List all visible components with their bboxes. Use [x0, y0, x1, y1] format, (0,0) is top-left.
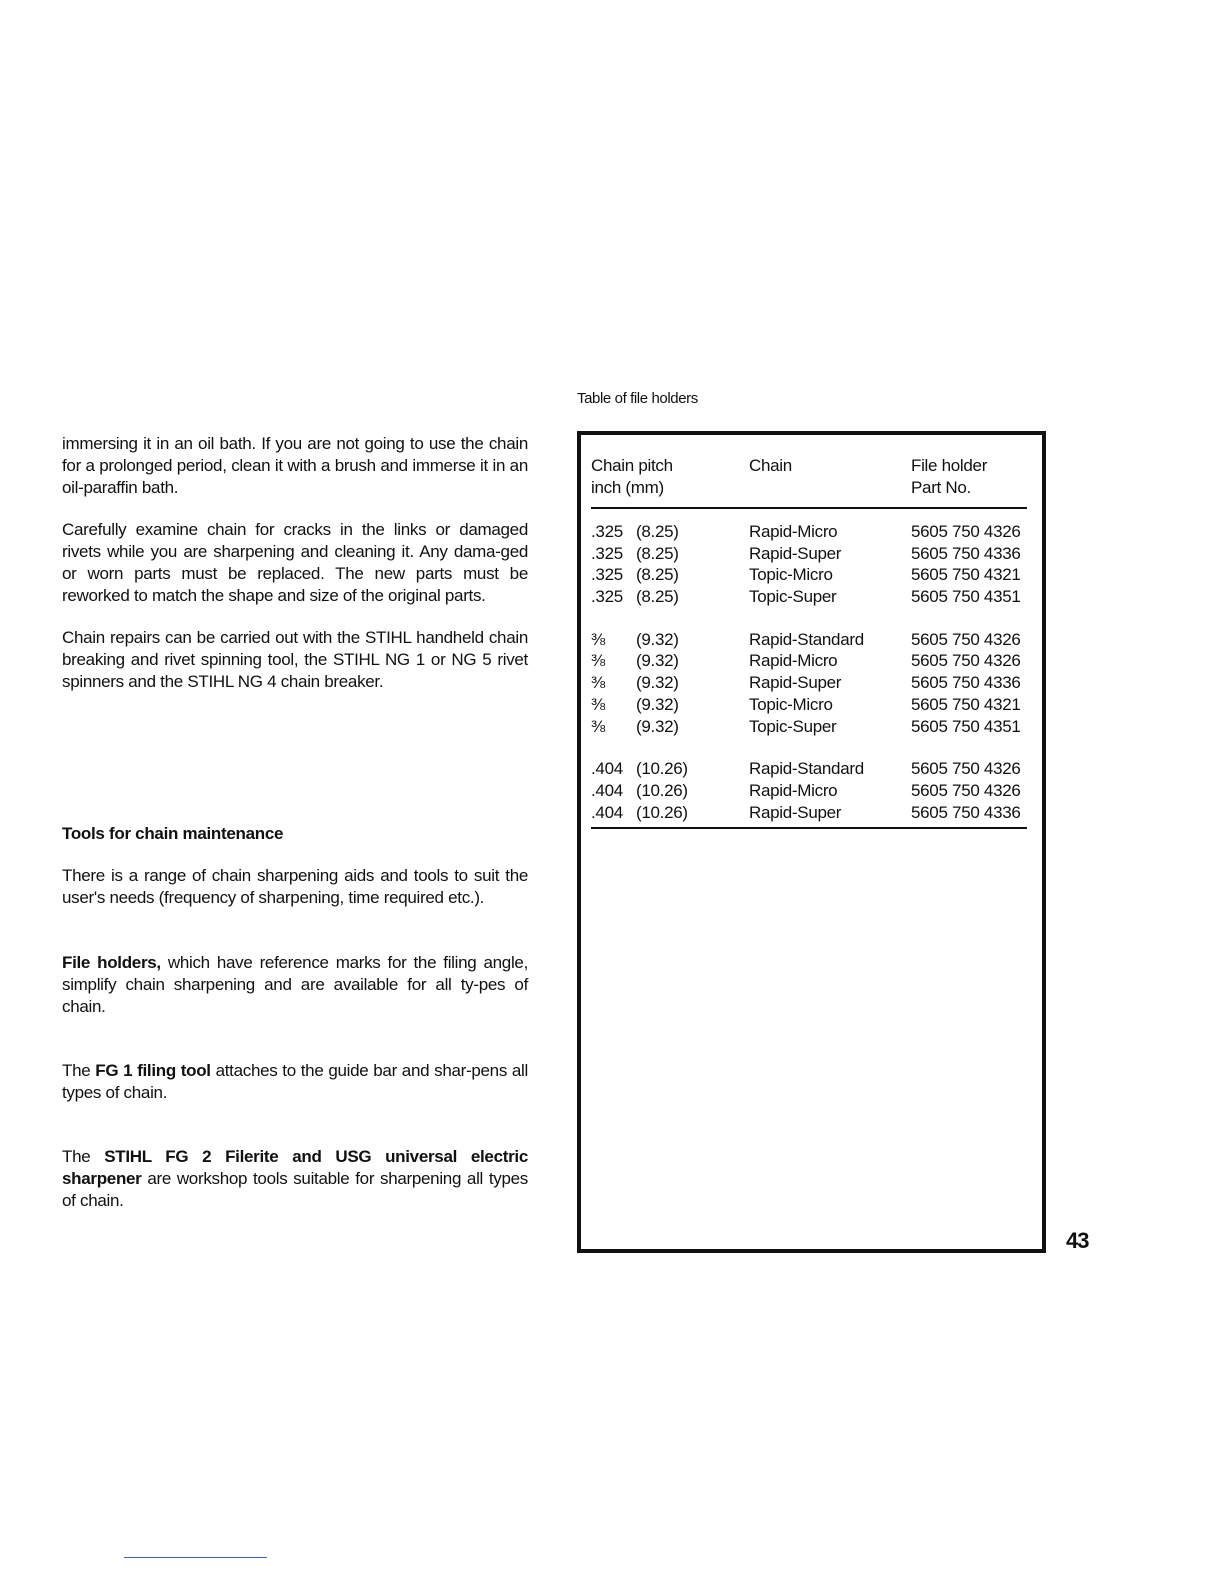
table-row: [591, 758, 1027, 780]
cell-mm: (9.32): [636, 673, 679, 693]
cell-pitch: ⅜: [591, 716, 605, 736]
cell-chain: Rapid-Super: [749, 673, 842, 693]
fg1-pre: The: [62, 1061, 96, 1080]
cell-mm: (8.25): [636, 522, 679, 541]
cell-chain: Rapid-Micro: [749, 651, 838, 671]
cell-pitch: .325: [591, 522, 623, 541]
cell-chain: Rapid-Standard: [749, 629, 864, 649]
cell-mm: (9.32): [636, 651, 679, 671]
table-row: [591, 564, 1027, 586]
cell-pitch: ⅜: [591, 694, 605, 714]
cell-part-no: 5605 750 4326: [911, 651, 1021, 671]
header-chain-pitch: [591, 455, 673, 499]
cell-chain: Rapid-Micro: [749, 522, 838, 541]
page-number: 43: [1066, 1228, 1089, 1253]
cell-chain: Topic-Super: [749, 587, 837, 607]
file-holder-table: [577, 431, 1046, 1253]
cell-part-no: 5605 750 4351: [911, 716, 1021, 736]
cell-part-no: 5605 750 4321: [911, 565, 1021, 585]
table-row: [591, 802, 1027, 824]
cell-chain: Topic-Super: [749, 716, 837, 736]
cell-mm: (8.25): [636, 565, 679, 585]
cell-chain: Rapid-Standard: [749, 759, 864, 779]
cell-mm: (8.25): [636, 587, 679, 607]
fg1-text: attaches to the guide bar and shar-pens all types of chain.: [62, 1061, 528, 1102]
header-pitch-line1: Chain pitch: [591, 456, 673, 475]
table-header: [591, 455, 1027, 509]
cell-pitch: .404: [591, 780, 623, 800]
cell-pitch: ⅜: [591, 629, 605, 649]
cell-pitch: .404: [591, 759, 623, 779]
cell-pitch: .404: [591, 802, 623, 822]
table-row: [591, 694, 1027, 716]
cell-mm: (10.26): [636, 802, 688, 822]
header-chain: Chain: [749, 456, 792, 475]
header-pitch-line2: inch (mm): [591, 478, 664, 497]
fg1-term: FG 1 filing tool: [95, 1061, 211, 1080]
paragraph-sharpening-aids: There is a range of chain sharpening aids and tools to suit the user's needs (frequency of sharpening, time required etc.).: [62, 866, 528, 907]
file-holders-term: File holders,: [62, 953, 161, 972]
table-row: [591, 716, 1027, 738]
table-group: [591, 521, 1027, 608]
fg2-term: STIHL FG 2 Filerite and USG universal electric sharpener: [62, 1147, 528, 1188]
fg2-text: are workshop tools suitable for sharpening all types of chain.: [62, 1169, 528, 1210]
table-row: [591, 543, 1027, 565]
paragraph-examine-chain: Carefully examine chain for cracks in the links or damaged rivets while you are sharpening and cleaning it. Any dama-ged or worn parts must be replaced. The new parts must be reworked to match the shape and size of the original parts.: [62, 520, 528, 605]
cell-part-no: 5605 750 4326: [911, 629, 1021, 649]
paragraph-fg1-tool: [62, 1060, 528, 1104]
table-row: [591, 780, 1027, 802]
footer-rule: [124, 1557, 267, 1558]
cell-pitch: .325: [591, 543, 623, 563]
section-heading-tools: Tools for chain maintenance: [62, 824, 284, 843]
fg2-pre: The: [62, 1147, 105, 1166]
paragraph-fg2-usg: [62, 1146, 528, 1212]
cell-mm: (9.32): [636, 694, 679, 714]
left-column: [62, 433, 528, 1212]
cell-mm: (10.26): [636, 759, 688, 779]
cell-part-no: 5605 750 4321: [911, 694, 1021, 714]
table-row: [591, 586, 1027, 608]
cell-part-no: 5605 750 4351: [911, 587, 1021, 607]
cell-pitch: ⅜: [591, 651, 605, 671]
cell-mm: (10.26): [636, 780, 688, 800]
table-group: [591, 758, 1027, 823]
table-row: [591, 521, 1027, 543]
cell-part-no: 5605 750 4326: [911, 522, 1021, 541]
cell-mm: (8.25): [636, 543, 679, 563]
cell-part-no: 5605 750 4336: [911, 673, 1021, 693]
cell-part-no: 5605 750 4336: [911, 543, 1021, 563]
cell-chain: Topic-Micro: [749, 565, 833, 585]
table-group: [591, 629, 1027, 737]
table-row: [591, 629, 1027, 651]
cell-chain: Rapid-Micro: [749, 780, 838, 800]
table-body: [591, 521, 1027, 829]
cell-chain: Topic-Micro: [749, 694, 833, 714]
cell-mm: (9.32): [636, 716, 679, 736]
cell-mm: (9.32): [636, 629, 679, 649]
paragraph-file-holders: [62, 952, 528, 1018]
paragraph-oil-bath: immersing it in an oil bath. If you are not going to use the chain for a prolonged period, clean it with a brush and immerse it in an oil-paraffin bath.: [62, 434, 528, 497]
table-row: [591, 672, 1027, 694]
cell-pitch: .325: [591, 587, 623, 607]
cell-part-no: 5605 750 4336: [911, 802, 1021, 822]
header-file-holder: [911, 455, 987, 499]
header-part-line2: Part No.: [911, 478, 971, 497]
file-holders-text: which have reference marks for the filing angle, simplify chain sharpening and are available for all ty-pes of chain.: [62, 953, 528, 1016]
table-row: [591, 650, 1027, 672]
cell-chain: Rapid-Super: [749, 802, 842, 822]
header-part-line1: File holder: [911, 456, 988, 475]
cell-pitch: .325: [591, 565, 623, 585]
cell-chain: Rapid-Super: [749, 543, 842, 563]
table-caption: Table of file holders: [577, 390, 698, 407]
cell-part-no: 5605 750 4326: [911, 759, 1021, 779]
cell-pitch: ⅜: [591, 673, 605, 693]
cell-part-no: 5605 750 4326: [911, 780, 1021, 800]
paragraph-chain-repairs: Chain repairs can be carried out with the STIHL handheld chain breaking and rivet spinning tool, the STIHL NG 1 or NG 5 rivet spinners and the STIHL NG 4 chain breaker.: [62, 628, 528, 691]
